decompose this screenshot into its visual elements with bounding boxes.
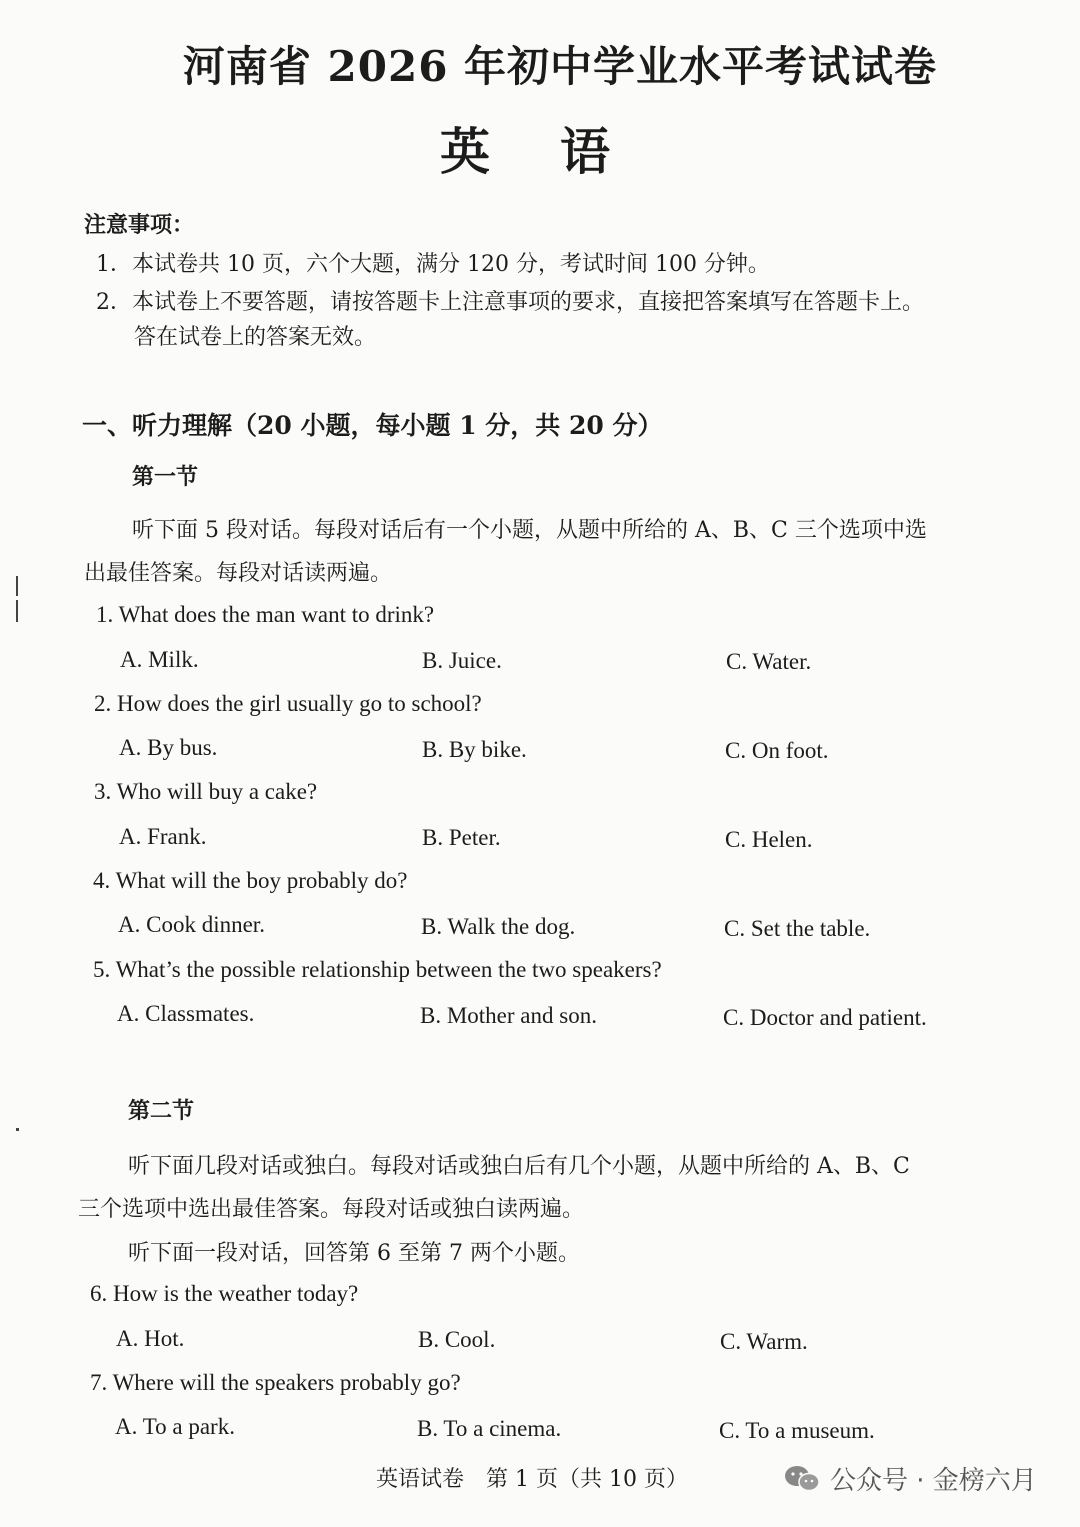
q2-option-c: C. On foot. <box>725 738 829 763</box>
part2-instructions-line2: 三个选项中选出最佳答案。每段对话或独白读两遍。 <box>78 1197 585 1222</box>
question-4: 4. What will the boy probably do? <box>93 868 408 893</box>
q4-option-a: A. Cook dinner. <box>118 912 265 937</box>
notice-item-2-cont: 答在试卷上的答案无效。 <box>134 325 377 350</box>
watermark <box>782 1460 1037 1497</box>
q1-option-a: A. Milk. <box>120 647 199 672</box>
q5-option-a: A. Classmates. <box>117 1001 255 1026</box>
q6-option-c: C. Warm. <box>720 1329 808 1354</box>
q3-option-b: B. Peter. <box>422 825 501 850</box>
q3-option-c: C. Helen. <box>725 827 813 852</box>
q7-option-a: A. To a park. <box>115 1414 235 1439</box>
part1-heading: 第一节 <box>132 464 199 490</box>
q5-option-b: B. Mother and son. <box>420 1003 597 1028</box>
q3-option-a: A. Frank. <box>119 824 207 849</box>
section-heading-listening: 一、听力理解（20 小题，每小题 1 分，共 20 分） <box>82 411 663 440</box>
q1-option-c: C. Water. <box>726 649 812 674</box>
question-1: 1. What does the man want to drink? <box>96 602 435 627</box>
part2-heading: 第二节 <box>128 1098 195 1124</box>
notice-item-2: 2．本试卷上不要答题，请按答题卡上注意事项的要求，直接把答案填写在答题卡上。 <box>96 290 924 315</box>
notice-item-1: 1．本试卷共 10 页，六个大题，满分 120 分，考试时间 100 分钟。 <box>96 252 770 277</box>
q6-option-a: A. Hot. <box>116 1326 185 1351</box>
question-6: 6. How is the weather today? <box>90 1281 359 1306</box>
page-footer: 英语试卷 第 1 页（共 10 页） <box>376 1467 688 1492</box>
scan-mark <box>16 600 18 622</box>
q7-option-c: C. To a museum. <box>719 1418 875 1443</box>
exam-title: 河南省 2026 年初中学业水平考试试卷 <box>182 42 938 91</box>
question-7: 7. Where will the speakers probably go? <box>90 1370 461 1395</box>
scan-mark <box>16 576 18 596</box>
question-2: 2. How does the girl usually go to school? <box>94 691 482 716</box>
scan-mark <box>16 1128 19 1131</box>
notice-heading: 注意事项： <box>84 212 195 238</box>
q7-option-b: B. To a cinema. <box>417 1416 562 1441</box>
q6-option-b: B. Cool. <box>418 1327 496 1352</box>
part2-instructions-line3: 听下面一段对话，回答第 6 至第 7 两个小题。 <box>128 1241 580 1266</box>
q4-option-b: B. Walk the dog. <box>421 914 576 939</box>
subject-title: 英语 <box>440 122 680 181</box>
q2-option-a: A. By bus. <box>119 735 218 760</box>
q4-option-c: C. Set the table. <box>724 916 871 941</box>
question-5: 5. What’s the possible relationship between the two speakers? <box>93 957 662 982</box>
wechat-icon <box>782 1464 822 1494</box>
part1-instructions-line1: 听下面 5 段对话。每段对话后有一个小题，从题中所给的 A、B、C 三个选项中选 <box>132 518 927 543</box>
watermark-text: 公众号 · 金榜六月 <box>830 1466 1037 1496</box>
part2-instructions-line1: 听下面几段对话或独白。每段对话或独白后有几个小题，从题中所给的 A、B、C <box>128 1154 910 1179</box>
q2-option-b: B. By bike. <box>422 737 527 762</box>
question-3: 3. Who will buy a cake? <box>94 779 318 804</box>
part1-instructions-line2: 出最佳答案。每段对话读两遍。 <box>84 561 393 586</box>
q5-option-c: C. Doctor and patient. <box>723 1005 927 1030</box>
q1-option-b: B. Juice. <box>422 648 502 673</box>
